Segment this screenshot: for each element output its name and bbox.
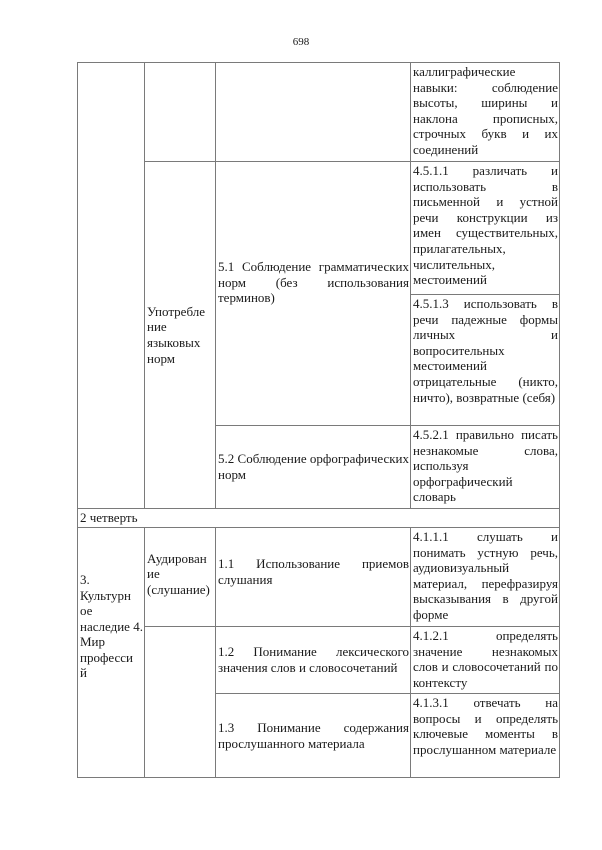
topic-1-1-text: 1.1 Использование приемов слушания <box>218 556 409 587</box>
skill-listening <box>145 528 215 626</box>
topic-5-1 <box>216 162 410 425</box>
result-calligraphy: каллиграфические навыки: соблюдение высоты, ширины и наклона прописных, строчных букв и их соединений <box>413 64 558 157</box>
topic-1-3-text: 1.3 Понимание содержания прослушанного материала <box>218 719 409 751</box>
skill-language-norms <box>145 162 215 508</box>
result-4-1-1-1: 4.1.1.1 слушать и понимать устную речь, аудиовизуальный материал, перефразируя высказывания в другой форме <box>413 529 558 622</box>
row-divider <box>77 508 560 509</box>
topic-1-2-text: 1.2 Понимание лексического значения слов и словосочетаний <box>218 644 409 675</box>
row-divider <box>410 294 560 295</box>
theme-quarter2-text: 3. Культурн ое наследие 4. Мир професси й <box>80 571 143 681</box>
table-border-right <box>559 62 560 778</box>
theme-quarter2 <box>78 528 144 777</box>
topic-1-2 <box>216 627 410 693</box>
table-border-bottom <box>77 777 560 778</box>
topic-1-1 <box>216 528 410 626</box>
result-4-1-3-1: 4.1.3.1 отвечать на вопросы и определять ключевые моменты в прослушанном материале <box>413 695 558 757</box>
result-4-5-1-3: 4.5.1.3 использовать в речи падежные формы личных и вопросительных местоимений отрицательные (никто, ничто), возвратные (себя) <box>413 296 558 405</box>
result-4-1-2-1: 4.1.2.1 определять значение незнакомых слов и словосочетаний по контексту <box>413 628 558 690</box>
result-4-5-1-1: 4.5.1.1 различать и использовать в письменной и устной речи конструкции из имен существительных, прилагательных, числительных, местоимений <box>413 163 558 288</box>
topic-5-2 <box>216 426 410 508</box>
skill-language-norms-text: Употребле ние языковых норм <box>147 303 206 366</box>
table-border-top <box>77 62 560 63</box>
result-4-5-2-1: 4.5.2.1 правильно писать незнакомые слова, используя орфографический словарь <box>413 427 558 505</box>
skill-listening-text: Аудирован ие (слушание) <box>147 550 210 597</box>
quarter-label: 2 четверть <box>80 510 138 525</box>
topic-5-1-text: 5.1 Соблюдение грамматических норм (без использования терминов) <box>218 259 409 306</box>
topic-5-2-text: 5.2 Соблюдение орфографических норм <box>218 451 409 482</box>
page-number: 698 <box>292 36 310 48</box>
topic-1-3 <box>216 694 410 777</box>
